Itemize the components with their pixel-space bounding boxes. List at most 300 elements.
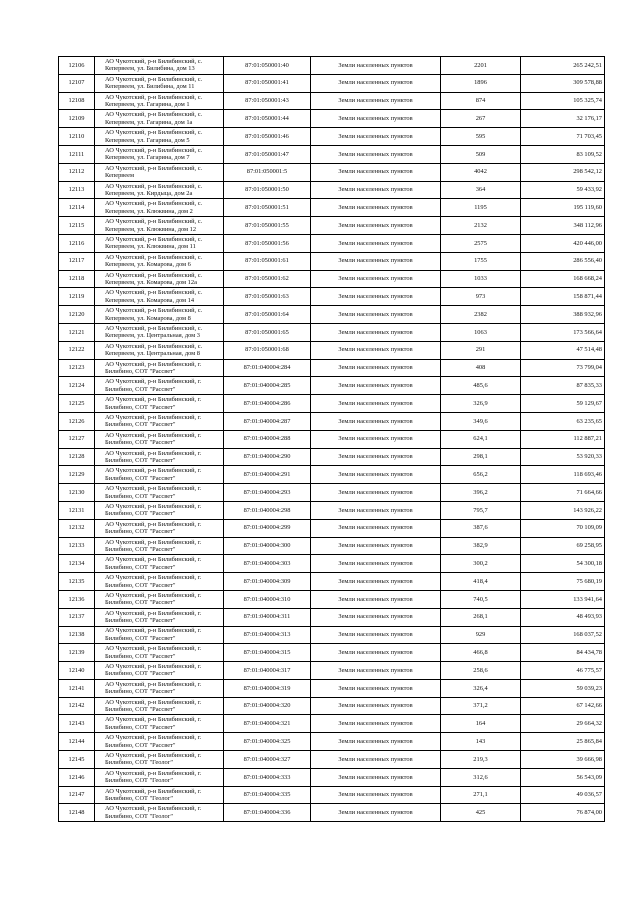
table-row bbox=[59, 74, 605, 92]
row-number-cell: 12142 bbox=[59, 697, 95, 715]
cadastral-value-cell: 46 775,57 bbox=[521, 662, 605, 680]
address-cell: АО Чукотский, р-н Билибинский, с. Кепервеем, ул. Кирдыца, дом 2а bbox=[95, 181, 224, 199]
area-cell: 973 bbox=[441, 288, 521, 306]
cadastral-number-cell: 87:01:050001:50 bbox=[224, 181, 311, 199]
cadastral-value-cell: 195 119,60 bbox=[521, 199, 605, 217]
land-category-cell: Земли населенных пунктов bbox=[311, 412, 441, 430]
land-category-cell: Земли населенных пунктов bbox=[311, 573, 441, 591]
land-category-cell: Земли населенных пунктов bbox=[311, 110, 441, 128]
cadastral-value-cell: 56 543,09 bbox=[521, 768, 605, 786]
area-cell: 300,2 bbox=[441, 555, 521, 573]
cadastral-value-cell: 67 142,66 bbox=[521, 697, 605, 715]
land-category-cell: Земли населенных пунктов bbox=[311, 199, 441, 217]
table-row bbox=[59, 501, 605, 519]
cadastral-number-cell: 87:01:040004:298 bbox=[224, 501, 311, 519]
cadastral-value-cell: 143 926,22 bbox=[521, 501, 605, 519]
cadastral-value-cell: 105 325,74 bbox=[521, 92, 605, 110]
land-category-cell: Земли населенных пунктов bbox=[311, 145, 441, 163]
area-cell: 298,1 bbox=[441, 448, 521, 466]
land-category-cell: Земли населенных пунктов bbox=[311, 768, 441, 786]
area-cell: 271,1 bbox=[441, 786, 521, 804]
cadastral-value-cell: 53 920,33 bbox=[521, 448, 605, 466]
area-cell: 1896 bbox=[441, 74, 521, 92]
table-row bbox=[59, 288, 605, 306]
area-cell: 326,4 bbox=[441, 679, 521, 697]
table-row bbox=[59, 697, 605, 715]
row-number-cell: 12135 bbox=[59, 573, 95, 591]
land-category-cell: Земли населенных пунктов bbox=[311, 519, 441, 537]
cadastral-number-cell: 87:01:050001:63 bbox=[224, 288, 311, 306]
table-row bbox=[59, 466, 605, 484]
cadastral-value-cell: 76 874,00 bbox=[521, 804, 605, 822]
cadastral-value-cell: 73 799,04 bbox=[521, 359, 605, 377]
area-cell: 164 bbox=[441, 715, 521, 733]
area-cell: 2382 bbox=[441, 306, 521, 324]
address-cell: АО Чукотский, р-н Билибинский, с. Кепервеем, ул. Гагарина, дом 1 bbox=[95, 92, 224, 110]
land-category-cell: Земли населенных пунктов bbox=[311, 181, 441, 199]
area-cell: 1063 bbox=[441, 323, 521, 341]
table-row bbox=[59, 234, 605, 252]
area-cell: 349,6 bbox=[441, 412, 521, 430]
land-category-cell: Земли населенных пунктов bbox=[311, 288, 441, 306]
land-category-cell: Земли населенных пунктов bbox=[311, 608, 441, 626]
row-number-cell: 12110 bbox=[59, 128, 95, 146]
cadastral-number-cell: 87:01:040004:336 bbox=[224, 804, 311, 822]
cadastral-value-cell: 75 680,19 bbox=[521, 573, 605, 591]
row-number-cell: 12128 bbox=[59, 448, 95, 466]
row-number-cell: 12132 bbox=[59, 519, 95, 537]
cadastral-value-cell: 158 871,44 bbox=[521, 288, 605, 306]
row-number-cell: 12116 bbox=[59, 234, 95, 252]
table-row bbox=[59, 715, 605, 733]
row-number-cell: 12140 bbox=[59, 662, 95, 680]
address-cell: АО Чукотский, р-н Билибинский, г. Билибино, СОТ "Рассвет" bbox=[95, 412, 224, 430]
area-cell: 656,2 bbox=[441, 466, 521, 484]
land-category-cell: Земли населенных пунктов bbox=[311, 252, 441, 270]
area-cell: 364 bbox=[441, 181, 521, 199]
address-cell: АО Чукотский, р-н Билибинский, с. Кепервеем, ул. Билибина, дом 13 bbox=[95, 57, 224, 75]
cadastral-number-cell: 87:01:040004:288 bbox=[224, 430, 311, 448]
area-cell: 2575 bbox=[441, 234, 521, 252]
address-cell: АО Чукотский, р-н Билибинский, г. Билибино, СОТ "Рассвет" bbox=[95, 519, 224, 537]
area-cell: 387,6 bbox=[441, 519, 521, 537]
row-number-cell: 12121 bbox=[59, 323, 95, 341]
table-body bbox=[59, 57, 605, 822]
table-row bbox=[59, 92, 605, 110]
address-cell: АО Чукотский, р-н Билибинский, с. Кепервеем, ул. Комарова, дом 8 bbox=[95, 306, 224, 324]
cadastral-value-cell: 59 129,67 bbox=[521, 395, 605, 413]
address-cell: АО Чукотский, р-н Билибинский, г. Билибино, СОТ "Рассвет" bbox=[95, 573, 224, 591]
land-plots-table bbox=[58, 56, 605, 822]
cadastral-number-cell: 87:01:050001:61 bbox=[224, 252, 311, 270]
cadastral-number-cell: 87:01:040004:321 bbox=[224, 715, 311, 733]
cadastral-number-cell: 87:01:040004:335 bbox=[224, 786, 311, 804]
address-cell: АО Чукотский, р-н Билибинский, г. Билибино, СОТ "Геолог" bbox=[95, 786, 224, 804]
row-number-cell: 12112 bbox=[59, 163, 95, 181]
row-number-cell: 12133 bbox=[59, 537, 95, 555]
row-number-cell: 12113 bbox=[59, 181, 95, 199]
cadastral-value-cell: 420 446,00 bbox=[521, 234, 605, 252]
table-row bbox=[59, 163, 605, 181]
cadastral-number-cell: 87:01:040004:311 bbox=[224, 608, 311, 626]
land-category-cell: Земли населенных пунктов bbox=[311, 128, 441, 146]
address-cell: АО Чукотский, р-н Билибинский, г. Билибино, СОТ "Рассвет" bbox=[95, 626, 224, 644]
address-cell: АО Чукотский, р-н Билибинский, г. Билибино, СОТ "Рассвет" bbox=[95, 501, 224, 519]
row-number-cell: 12119 bbox=[59, 288, 95, 306]
land-category-cell: Земли населенных пунктов bbox=[311, 786, 441, 804]
table-row bbox=[59, 679, 605, 697]
area-cell: 382,9 bbox=[441, 537, 521, 555]
row-number-cell: 12111 bbox=[59, 145, 95, 163]
area-cell: 371,2 bbox=[441, 697, 521, 715]
cadastral-value-cell: 29 664,32 bbox=[521, 715, 605, 733]
cadastral-number-cell: 87:01:040004:333 bbox=[224, 768, 311, 786]
table-row bbox=[59, 341, 605, 359]
row-number-cell: 12124 bbox=[59, 377, 95, 395]
cadastral-number-cell: 87:01:040004:299 bbox=[224, 519, 311, 537]
land-category-cell: Земли населенных пунктов bbox=[311, 234, 441, 252]
address-cell: АО Чукотский, р-н Билибинский, г. Билибино, СОТ "Рассвет" bbox=[95, 697, 224, 715]
cadastral-number-cell: 87:01:050001:47 bbox=[224, 145, 311, 163]
table-row bbox=[59, 751, 605, 769]
area-cell: 2132 bbox=[441, 217, 521, 235]
row-number-cell: 12130 bbox=[59, 484, 95, 502]
address-cell: АО Чукотский, р-н Билибинский, г. Билибино, СОТ "Рассвет" bbox=[95, 377, 224, 395]
address-cell: АО Чукотский, р-н Билибинский, г. Билибино, СОТ "Геолог" bbox=[95, 768, 224, 786]
row-number-cell: 12117 bbox=[59, 252, 95, 270]
cadastral-number-cell: 87:01:050001:5 bbox=[224, 163, 311, 181]
land-category-cell: Земли населенных пунктов bbox=[311, 555, 441, 573]
cadastral-number-cell: 87:01:050001:62 bbox=[224, 270, 311, 288]
land-category-cell: Земли населенных пунктов bbox=[311, 430, 441, 448]
table-row bbox=[59, 395, 605, 413]
cadastral-number-cell: 87:01:040004:291 bbox=[224, 466, 311, 484]
cadastral-number-cell: 87:01:050001:51 bbox=[224, 199, 311, 217]
table-row bbox=[59, 448, 605, 466]
cadastral-value-cell: 173 566,64 bbox=[521, 323, 605, 341]
table-row bbox=[59, 733, 605, 751]
table-row bbox=[59, 57, 605, 75]
cadastral-number-cell: 87:01:040004:317 bbox=[224, 662, 311, 680]
row-number-cell: 12137 bbox=[59, 608, 95, 626]
row-number-cell: 12125 bbox=[59, 395, 95, 413]
table-row bbox=[59, 768, 605, 786]
address-cell: АО Чукотский, р-н Билибинский, г. Билибино, СОТ "Геолог" bbox=[95, 751, 224, 769]
row-number-cell: 12131 bbox=[59, 501, 95, 519]
address-cell: АО Чукотский, р-н Билибинский, г. Билибино, СОТ "Геолог" bbox=[95, 804, 224, 822]
cadastral-value-cell: 71 703,45 bbox=[521, 128, 605, 146]
area-cell: 143 bbox=[441, 733, 521, 751]
area-cell: 795,7 bbox=[441, 501, 521, 519]
cadastral-value-cell: 265 242,51 bbox=[521, 57, 605, 75]
cadastral-value-cell: 83 109,52 bbox=[521, 145, 605, 163]
cadastral-value-cell: 70 109,09 bbox=[521, 519, 605, 537]
cadastral-number-cell: 87:01:040004:327 bbox=[224, 751, 311, 769]
address-cell: АО Чукотский, р-н Билибинский, с. Кепервеем, ул. Центральная, дом 8 bbox=[95, 341, 224, 359]
table-row bbox=[59, 590, 605, 608]
cadastral-number-cell: 87:01:040004:285 bbox=[224, 377, 311, 395]
cadastral-number-cell: 87:01:040004:309 bbox=[224, 573, 311, 591]
land-category-cell: Земли населенных пунктов bbox=[311, 537, 441, 555]
area-cell: 1195 bbox=[441, 199, 521, 217]
address-cell: АО Чукотский, р-н Билибинский, г. Билибино, СОТ "Рассвет" bbox=[95, 430, 224, 448]
address-cell: АО Чукотский, р-н Билибинский, с. Кепервеем, ул. Комарова, дом 14 bbox=[95, 288, 224, 306]
address-cell: АО Чукотский, р-н Билибинский, с. Кепервеем bbox=[95, 163, 224, 181]
table-row bbox=[59, 128, 605, 146]
row-number-cell: 12136 bbox=[59, 590, 95, 608]
cadastral-number-cell: 87:01:040004:284 bbox=[224, 359, 311, 377]
address-cell: АО Чукотский, р-н Билибинский, с. Кепервеем, ул. Гагарина, дом 1а bbox=[95, 110, 224, 128]
address-cell: АО Чукотский, р-н Билибинский, г. Билибино, СОТ "Рассвет" bbox=[95, 715, 224, 733]
table-row bbox=[59, 484, 605, 502]
land-category-cell: Земли населенных пунктов bbox=[311, 359, 441, 377]
area-cell: 425 bbox=[441, 804, 521, 822]
row-number-cell: 12115 bbox=[59, 217, 95, 235]
address-cell: АО Чукотский, р-н Билибинский, г. Билибино, СОТ "Рассвет" bbox=[95, 484, 224, 502]
area-cell: 740,5 bbox=[441, 590, 521, 608]
table-row bbox=[59, 662, 605, 680]
address-cell: АО Чукотский, р-н Билибинский, г. Билибино, СОТ "Рассвет" bbox=[95, 466, 224, 484]
cadastral-number-cell: 87:01:040004:325 bbox=[224, 733, 311, 751]
row-number-cell: 12141 bbox=[59, 679, 95, 697]
land-category-cell: Земли населенных пунктов bbox=[311, 662, 441, 680]
table-row bbox=[59, 306, 605, 324]
cadastral-number-cell: 87:01:040004:319 bbox=[224, 679, 311, 697]
cadastral-number-cell: 87:01:050001:55 bbox=[224, 217, 311, 235]
land-category-cell: Земли населенных пунктов bbox=[311, 679, 441, 697]
cadastral-number-cell: 87:01:040004:313 bbox=[224, 626, 311, 644]
table-row bbox=[59, 323, 605, 341]
area-cell: 326,9 bbox=[441, 395, 521, 413]
table-row bbox=[59, 270, 605, 288]
cadastral-number-cell: 87:01:040004:290 bbox=[224, 448, 311, 466]
land-category-cell: Земли населенных пунктов bbox=[311, 697, 441, 715]
area-cell: 874 bbox=[441, 92, 521, 110]
land-category-cell: Земли населенных пунктов bbox=[311, 323, 441, 341]
cadastral-value-cell: 48 493,93 bbox=[521, 608, 605, 626]
area-cell: 267 bbox=[441, 110, 521, 128]
cadastral-value-cell: 59 039,23 bbox=[521, 679, 605, 697]
cadastral-value-cell: 84 434,78 bbox=[521, 644, 605, 662]
land-category-cell: Земли населенных пунктов bbox=[311, 270, 441, 288]
row-number-cell: 12107 bbox=[59, 74, 95, 92]
area-cell: 396,2 bbox=[441, 484, 521, 502]
cadastral-value-cell: 133 941,64 bbox=[521, 590, 605, 608]
area-cell: 4042 bbox=[441, 163, 521, 181]
cadastral-number-cell: 87:01:050001:65 bbox=[224, 323, 311, 341]
row-number-cell: 12146 bbox=[59, 768, 95, 786]
row-number-cell: 12134 bbox=[59, 555, 95, 573]
address-cell: АО Чукотский, р-н Билибинский, с. Кепервеем, ул. Комарова, дом 6 bbox=[95, 252, 224, 270]
table-row bbox=[59, 626, 605, 644]
cadastral-number-cell: 87:01:040004:300 bbox=[224, 537, 311, 555]
row-number-cell: 12120 bbox=[59, 306, 95, 324]
table-row bbox=[59, 145, 605, 163]
land-category-cell: Земли населенных пунктов bbox=[311, 395, 441, 413]
cadastral-value-cell: 348 112,96 bbox=[521, 217, 605, 235]
address-cell: АО Чукотский, р-н Билибинский, г. Билибино, СОТ "Рассвет" bbox=[95, 395, 224, 413]
table-row bbox=[59, 199, 605, 217]
row-number-cell: 12127 bbox=[59, 430, 95, 448]
cadastral-number-cell: 87:01:040004:293 bbox=[224, 484, 311, 502]
row-number-cell: 12145 bbox=[59, 751, 95, 769]
area-cell: 466,8 bbox=[441, 644, 521, 662]
table-row bbox=[59, 412, 605, 430]
cadastral-value-cell: 112 887,21 bbox=[521, 430, 605, 448]
cadastral-value-cell: 71 664,66 bbox=[521, 484, 605, 502]
row-number-cell: 12126 bbox=[59, 412, 95, 430]
table-row bbox=[59, 573, 605, 591]
land-category-cell: Земли населенных пунктов bbox=[311, 804, 441, 822]
cadastral-number-cell: 87:01:040004:287 bbox=[224, 412, 311, 430]
row-number-cell: 12144 bbox=[59, 733, 95, 751]
cadastral-number-cell: 87:01:050001:44 bbox=[224, 110, 311, 128]
row-number-cell: 12118 bbox=[59, 270, 95, 288]
table-row bbox=[59, 252, 605, 270]
cadastral-value-cell: 54 300,18 bbox=[521, 555, 605, 573]
area-cell: 219,3 bbox=[441, 751, 521, 769]
cadastral-number-cell: 87:01:050001:68 bbox=[224, 341, 311, 359]
land-category-cell: Земли населенных пунктов bbox=[311, 733, 441, 751]
land-category-cell: Земли населенных пунктов bbox=[311, 751, 441, 769]
cadastral-value-cell: 63 235,65 bbox=[521, 412, 605, 430]
row-number-cell: 12122 bbox=[59, 341, 95, 359]
land-category-cell: Земли населенных пунктов bbox=[311, 644, 441, 662]
cadastral-value-cell: 47 514,48 bbox=[521, 341, 605, 359]
land-category-cell: Земли населенных пунктов bbox=[311, 484, 441, 502]
table-row bbox=[59, 359, 605, 377]
table-row bbox=[59, 537, 605, 555]
row-number-cell: 12108 bbox=[59, 92, 95, 110]
area-cell: 485,6 bbox=[441, 377, 521, 395]
row-number-cell: 12123 bbox=[59, 359, 95, 377]
land-category-cell: Земли населенных пунктов bbox=[311, 57, 441, 75]
land-category-cell: Земли населенных пунктов bbox=[311, 448, 441, 466]
cadastral-value-cell: 388 932,96 bbox=[521, 306, 605, 324]
cadastral-value-cell: 32 176,17 bbox=[521, 110, 605, 128]
area-cell: 2201 bbox=[441, 57, 521, 75]
land-category-cell: Земли населенных пунктов bbox=[311, 466, 441, 484]
address-cell: АО Чукотский, р-н Билибинский, г. Билибино, СОТ "Рассвет" bbox=[95, 359, 224, 377]
area-cell: 408 bbox=[441, 359, 521, 377]
row-number-cell: 12148 bbox=[59, 804, 95, 822]
address-cell: АО Чукотский, р-н Билибинский, г. Билибино, СОТ "Рассвет" bbox=[95, 733, 224, 751]
land-category-cell: Земли населенных пунктов bbox=[311, 590, 441, 608]
address-cell: АО Чукотский, р-н Билибинский, г. Билибино, СОТ "Рассвет" bbox=[95, 590, 224, 608]
cadastral-number-cell: 87:01:050001:41 bbox=[224, 74, 311, 92]
cadastral-value-cell: 298 542,12 bbox=[521, 163, 605, 181]
table-row bbox=[59, 430, 605, 448]
address-cell: АО Чукотский, р-н Билибинский, с. Кепервеем, ул. Клюквина, дом 2 bbox=[95, 199, 224, 217]
land-category-cell: Земли населенных пунктов bbox=[311, 306, 441, 324]
table-row bbox=[59, 110, 605, 128]
table-row bbox=[59, 377, 605, 395]
table-row bbox=[59, 804, 605, 822]
cadastral-value-cell: 168 037,52 bbox=[521, 626, 605, 644]
cadastral-value-cell: 69 258,95 bbox=[521, 537, 605, 555]
cadastral-value-cell: 87 835,33 bbox=[521, 377, 605, 395]
table-row bbox=[59, 555, 605, 573]
row-number-cell: 12106 bbox=[59, 57, 95, 75]
table-row bbox=[59, 786, 605, 804]
cadastral-value-cell: 286 556,40 bbox=[521, 252, 605, 270]
address-cell: АО Чукотский, р-н Билибинский, г. Билибино, СОТ "Рассвет" bbox=[95, 537, 224, 555]
row-number-cell: 12109 bbox=[59, 110, 95, 128]
area-cell: 258,6 bbox=[441, 662, 521, 680]
area-cell: 1755 bbox=[441, 252, 521, 270]
row-number-cell: 12143 bbox=[59, 715, 95, 733]
land-category-cell: Земли населенных пунктов bbox=[311, 341, 441, 359]
cadastral-number-cell: 87:01:040004:303 bbox=[224, 555, 311, 573]
address-cell: АО Чукотский, р-н Билибинский, г. Билибино, СОТ "Рассвет" bbox=[95, 448, 224, 466]
land-category-cell: Земли населенных пунктов bbox=[311, 626, 441, 644]
cadastral-value-cell: 39 666,98 bbox=[521, 751, 605, 769]
cadastral-value-cell: 49 036,57 bbox=[521, 786, 605, 804]
cadastral-value-cell: 59 433,92 bbox=[521, 181, 605, 199]
address-cell: АО Чукотский, р-н Билибинский, с. Кепервеем, ул. Билибина, дом 11 bbox=[95, 74, 224, 92]
area-cell: 595 bbox=[441, 128, 521, 146]
cadastral-value-cell: 25 865,84 bbox=[521, 733, 605, 751]
address-cell: АО Чукотский, р-н Билибинский, с. Кепервеем, ул. Клюквина, дом 12 bbox=[95, 217, 224, 235]
area-cell: 929 bbox=[441, 626, 521, 644]
land-category-cell: Земли населенных пунктов bbox=[311, 163, 441, 181]
table-row bbox=[59, 519, 605, 537]
cadastral-number-cell: 87:01:050001:46 bbox=[224, 128, 311, 146]
cadastral-number-cell: 87:01:040004:286 bbox=[224, 395, 311, 413]
cadastral-value-cell: 309 578,88 bbox=[521, 74, 605, 92]
area-cell: 418,4 bbox=[441, 573, 521, 591]
area-cell: 509 bbox=[441, 145, 521, 163]
land-category-cell: Земли населенных пунктов bbox=[311, 715, 441, 733]
cadastral-number-cell: 87:01:050001:43 bbox=[224, 92, 311, 110]
address-cell: АО Чукотский, р-н Билибинский, с. Кепервеем, ул. Гагарина, дом 7 bbox=[95, 145, 224, 163]
cadastral-number-cell: 87:01:050001:40 bbox=[224, 57, 311, 75]
cadastral-value-cell: 168 668,24 bbox=[521, 270, 605, 288]
land-category-cell: Земли населенных пунктов bbox=[311, 92, 441, 110]
address-cell: АО Чукотский, р-н Билибинский, г. Билибино, СОТ "Рассвет" bbox=[95, 608, 224, 626]
area-cell: 624,1 bbox=[441, 430, 521, 448]
address-cell: АО Чукотский, р-н Билибинский, г. Билибино, СОТ "Рассвет" bbox=[95, 679, 224, 697]
cadastral-number-cell: 87:01:050001:64 bbox=[224, 306, 311, 324]
row-number-cell: 12138 bbox=[59, 626, 95, 644]
row-number-cell: 12139 bbox=[59, 644, 95, 662]
cadastral-number-cell: 87:01:050001:56 bbox=[224, 234, 311, 252]
cadastral-number-cell: 87:01:040004:315 bbox=[224, 644, 311, 662]
area-cell: 312,6 bbox=[441, 768, 521, 786]
address-cell: АО Чукотский, р-н Билибинский, с. Кепервеем, ул. Клюквина, дом 11 bbox=[95, 234, 224, 252]
table-row bbox=[59, 608, 605, 626]
table-row bbox=[59, 181, 605, 199]
cadastral-number-cell: 87:01:040004:310 bbox=[224, 590, 311, 608]
area-cell: 291 bbox=[441, 341, 521, 359]
address-cell: АО Чукотский, р-н Билибинский, г. Билибино, СОТ "Рассвет" bbox=[95, 555, 224, 573]
table-row bbox=[59, 217, 605, 235]
row-number-cell: 12114 bbox=[59, 199, 95, 217]
address-cell: АО Чукотский, р-н Билибинский, с. Кепервеем, ул. Комарова, дом 12а bbox=[95, 270, 224, 288]
land-category-cell: Земли населенных пунктов bbox=[311, 501, 441, 519]
address-cell: АО Чукотский, р-н Билибинский, с. Кепервеем, ул. Гагарина, дом 5 bbox=[95, 128, 224, 146]
address-cell: АО Чукотский, р-н Билибинский, г. Билибино, СОТ "Рассвет" bbox=[95, 644, 224, 662]
land-category-cell: Земли населенных пунктов bbox=[311, 217, 441, 235]
land-category-cell: Земли населенных пунктов bbox=[311, 74, 441, 92]
row-number-cell: 12129 bbox=[59, 466, 95, 484]
area-cell: 1033 bbox=[441, 270, 521, 288]
table-row bbox=[59, 644, 605, 662]
address-cell: АО Чукотский, р-н Билибинский, с. Кепервеем, ул. Центральная, дом 3 bbox=[95, 323, 224, 341]
document-page bbox=[58, 56, 604, 822]
address-cell: АО Чукотский, р-н Билибинский, г. Билибино, СОТ "Рассвет" bbox=[95, 662, 224, 680]
cadastral-number-cell: 87:01:040004:320 bbox=[224, 697, 311, 715]
